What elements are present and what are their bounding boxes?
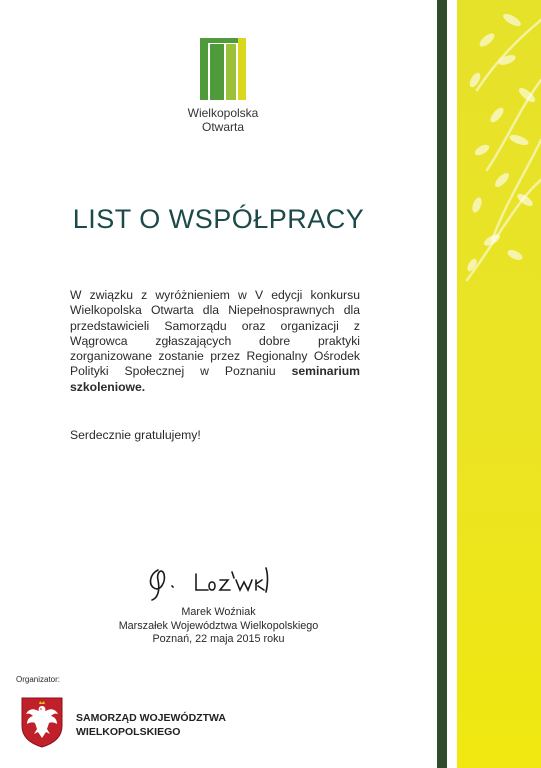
signer-name: Marek Woźniak	[181, 606, 256, 618]
organizer-label: Organizator:	[16, 675, 61, 684]
greeting: Serdecznie gratulujemy!	[70, 428, 201, 442]
page-title: LIST O WSPÓŁPRACY	[72, 204, 365, 234]
sidebar-dark-stripe	[437, 0, 447, 768]
signer-block	[0, 606, 437, 647]
signer-role: Marszałek Województwa Wielkopolskiego	[118, 619, 319, 632]
letter-body-text: W związku z wyróżnieniem w V edycji konkursu Wielkopolska Otwarta dla Niepełnosprawnych dla przedstawicieli Samorządu oraz organizacji z Wągrowca zgłaszających dobre praktyki zorganizowane zostanie przez Regionalny Ośrodek Polityki Społecznej w Poznaniu	[70, 288, 360, 379]
place-date: Poznań, 22 maja 2015 roku	[152, 633, 285, 645]
eagle-coat-of-arms-icon	[20, 696, 64, 748]
letter-body	[70, 288, 360, 395]
sidebar-tree-decoration	[457, 0, 541, 768]
door-logo-icon	[200, 38, 246, 100]
handwritten-signature	[144, 562, 284, 607]
coat-of-arms	[20, 696, 64, 753]
letter-body-bold: seminarium szkoleniowe.	[70, 364, 360, 394]
wielkopolska-otwarta-logo	[178, 38, 268, 134]
signature-icon	[144, 562, 284, 602]
logo-text: Wielkopolska Otwarta	[187, 106, 259, 134]
tree-branches-icon	[457, 0, 541, 768]
sidebar-gap	[447, 0, 457, 768]
organizer-name: SAMORZĄD WOJEWÓDZTWA WIELKOPOLSKIEGO	[76, 712, 226, 738]
